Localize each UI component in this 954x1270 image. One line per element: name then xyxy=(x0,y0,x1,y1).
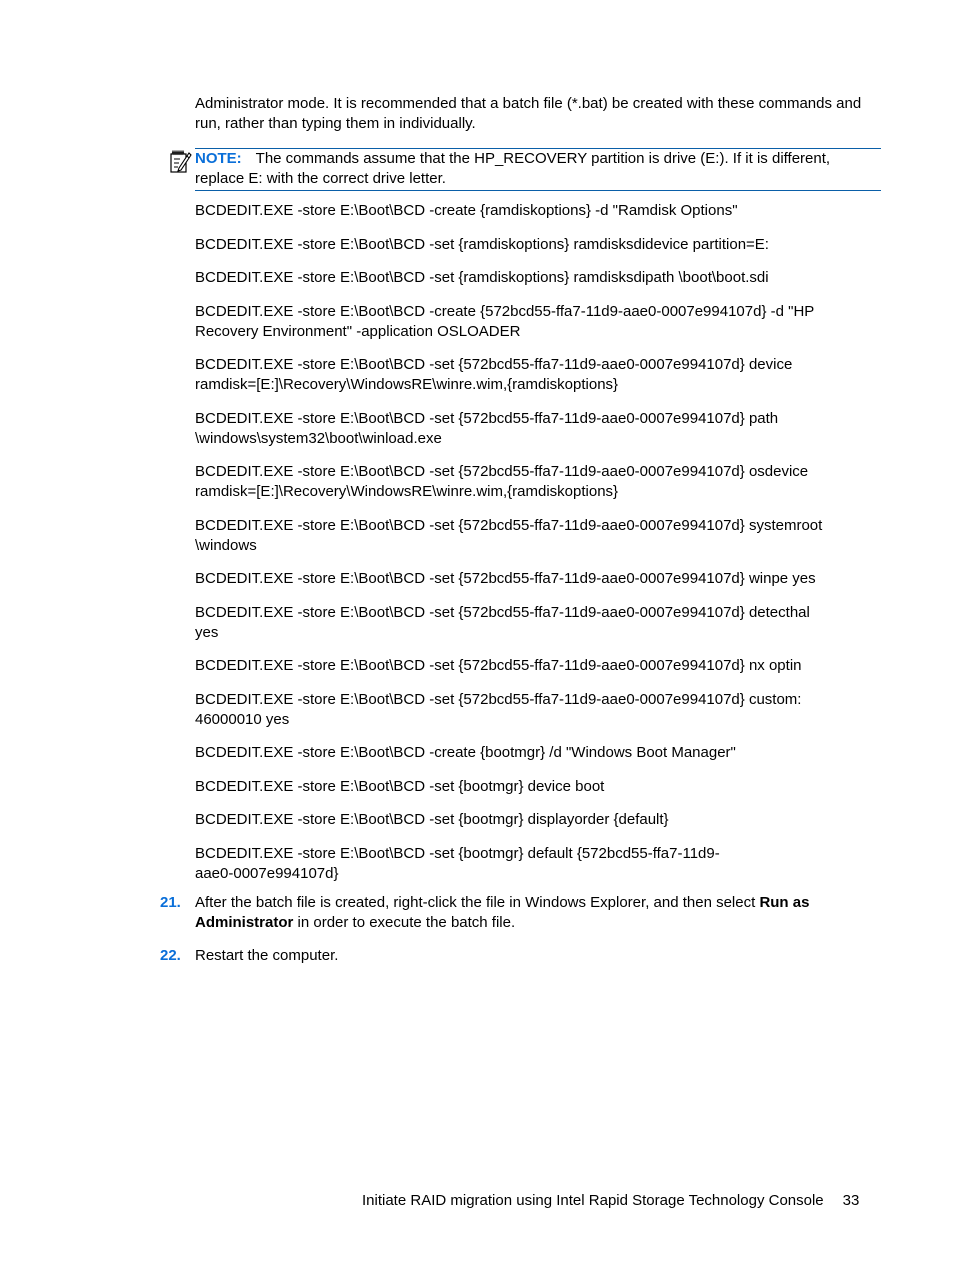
command-line: BCDEDIT.EXE -store E:\Boot\BCD -set {bootmgr} displayorder {default} xyxy=(195,811,669,828)
intro-paragraph: Administrator mode. It is recommended that a batch file (*.bat) be created with these commands and run, rather than typing them in individually. xyxy=(195,95,862,132)
command-line: BCDEDIT.EXE -store E:\Boot\BCD -set {572bcd55-ffa7-11d9-aae0-0007e994107d} nx optin xyxy=(195,657,802,674)
command-list xyxy=(195,201,885,897)
page-number: 33 xyxy=(842,1192,860,1209)
note-pencil-icon xyxy=(170,150,192,174)
command-line: BCDEDIT.EXE -store E:\Boot\BCD -set {ramdiskoptions} ramdisksdidevice partition=E: xyxy=(195,235,769,253)
step-text: After the batch file is created, right-click the file in Windows Explorer, and then select xyxy=(195,894,760,911)
command-line: BCDEDIT.EXE -store E:\Boot\BCD -set {ramdiskoptions} ramdisksdipath \boot\boot.sdi xyxy=(195,269,769,286)
note-text: The commands assume that the HP_RECOVERY partition is drive (E:). If it is different, replace E: with the correct drive letter. xyxy=(195,150,831,187)
command-line: BCDEDIT.EXE -store E:\Boot\BCD -set {572bcd55-ffa7-11d9-aae0-0007e994107d} path \windows\system32\boot\winload.exe xyxy=(195,409,779,447)
command-line: BCDEDIT.EXE -store E:\Boot\BCD -create {bootmgr} /d "Windows Boot Manager" xyxy=(195,744,736,761)
step-21 xyxy=(160,893,885,933)
command-line: BCDEDIT.EXE -store E:\Boot\BCD -set {572bcd55-ffa7-11d9-aae0-0007e994107d} custom: 46000010 yes xyxy=(195,690,802,728)
command-line: BCDEDIT.EXE -store E:\Boot\BCD -set {572bcd55-ffa7-11d9-aae0-0007e994107d} device ramdisk=[E:]\Recovery\WindowsRE\winre.wim,{ramdiskoptions} xyxy=(195,356,793,393)
step-text: Restart the computer. xyxy=(195,947,339,964)
step-number: 21. xyxy=(160,894,181,911)
command-line: BCDEDIT.EXE -store E:\Boot\BCD -set {572bcd55-ffa7-11d9-aae0-0007e994107d} winpe yes xyxy=(195,570,816,587)
step-number: 22. xyxy=(160,947,181,964)
command-line: BCDEDIT.EXE -store E:\Boot\BCD -set {572bcd55-ffa7-11d9-aae0-0007e994107d} osdevice ramdisk=[E:]\Recovery\WindowsRE\winre.wim,{ramdiskoptions} xyxy=(195,463,809,500)
step-list xyxy=(160,893,885,979)
note-box xyxy=(195,148,881,191)
step-text-end: in order to execute the batch file. xyxy=(293,914,516,931)
step-bold-action: Run as Administrator xyxy=(195,894,810,931)
command-line: BCDEDIT.EXE -store E:\Boot\BCD -set {572bcd55-ffa7-11d9-aae0-0007e994107d} systemroot \windows xyxy=(195,516,823,554)
command-line: BCDEDIT.EXE -store E:\Boot\BCD -set {bootmgr} device boot xyxy=(195,777,605,795)
page-footer xyxy=(362,1191,902,1211)
command-line: BCDEDIT.EXE -store E:\Boot\BCD -set {bootmgr} default {572bcd55-ffa7-11d9- aae0-0007e994107d} xyxy=(195,844,720,882)
command-line: BCDEDIT.EXE -store E:\Boot\BCD -create {ramdiskoptions} -d "Ramdisk Options" xyxy=(195,202,738,219)
footer-title: Initiate RAID migration using Intel Rapid Storage Technology Console xyxy=(362,1192,824,1209)
step-22 xyxy=(160,946,885,966)
note-label: NOTE: xyxy=(195,150,242,167)
command-line: BCDEDIT.EXE -store E:\Boot\BCD -create {572bcd55-ffa7-11d9-aae0-0007e994107d} -d "HP Recovery Environment" -application OSLOADER xyxy=(195,302,815,340)
command-line: BCDEDIT.EXE -store E:\Boot\BCD -set {572bcd55-ffa7-11d9-aae0-0007e994107d} detecthal yes xyxy=(195,603,810,641)
